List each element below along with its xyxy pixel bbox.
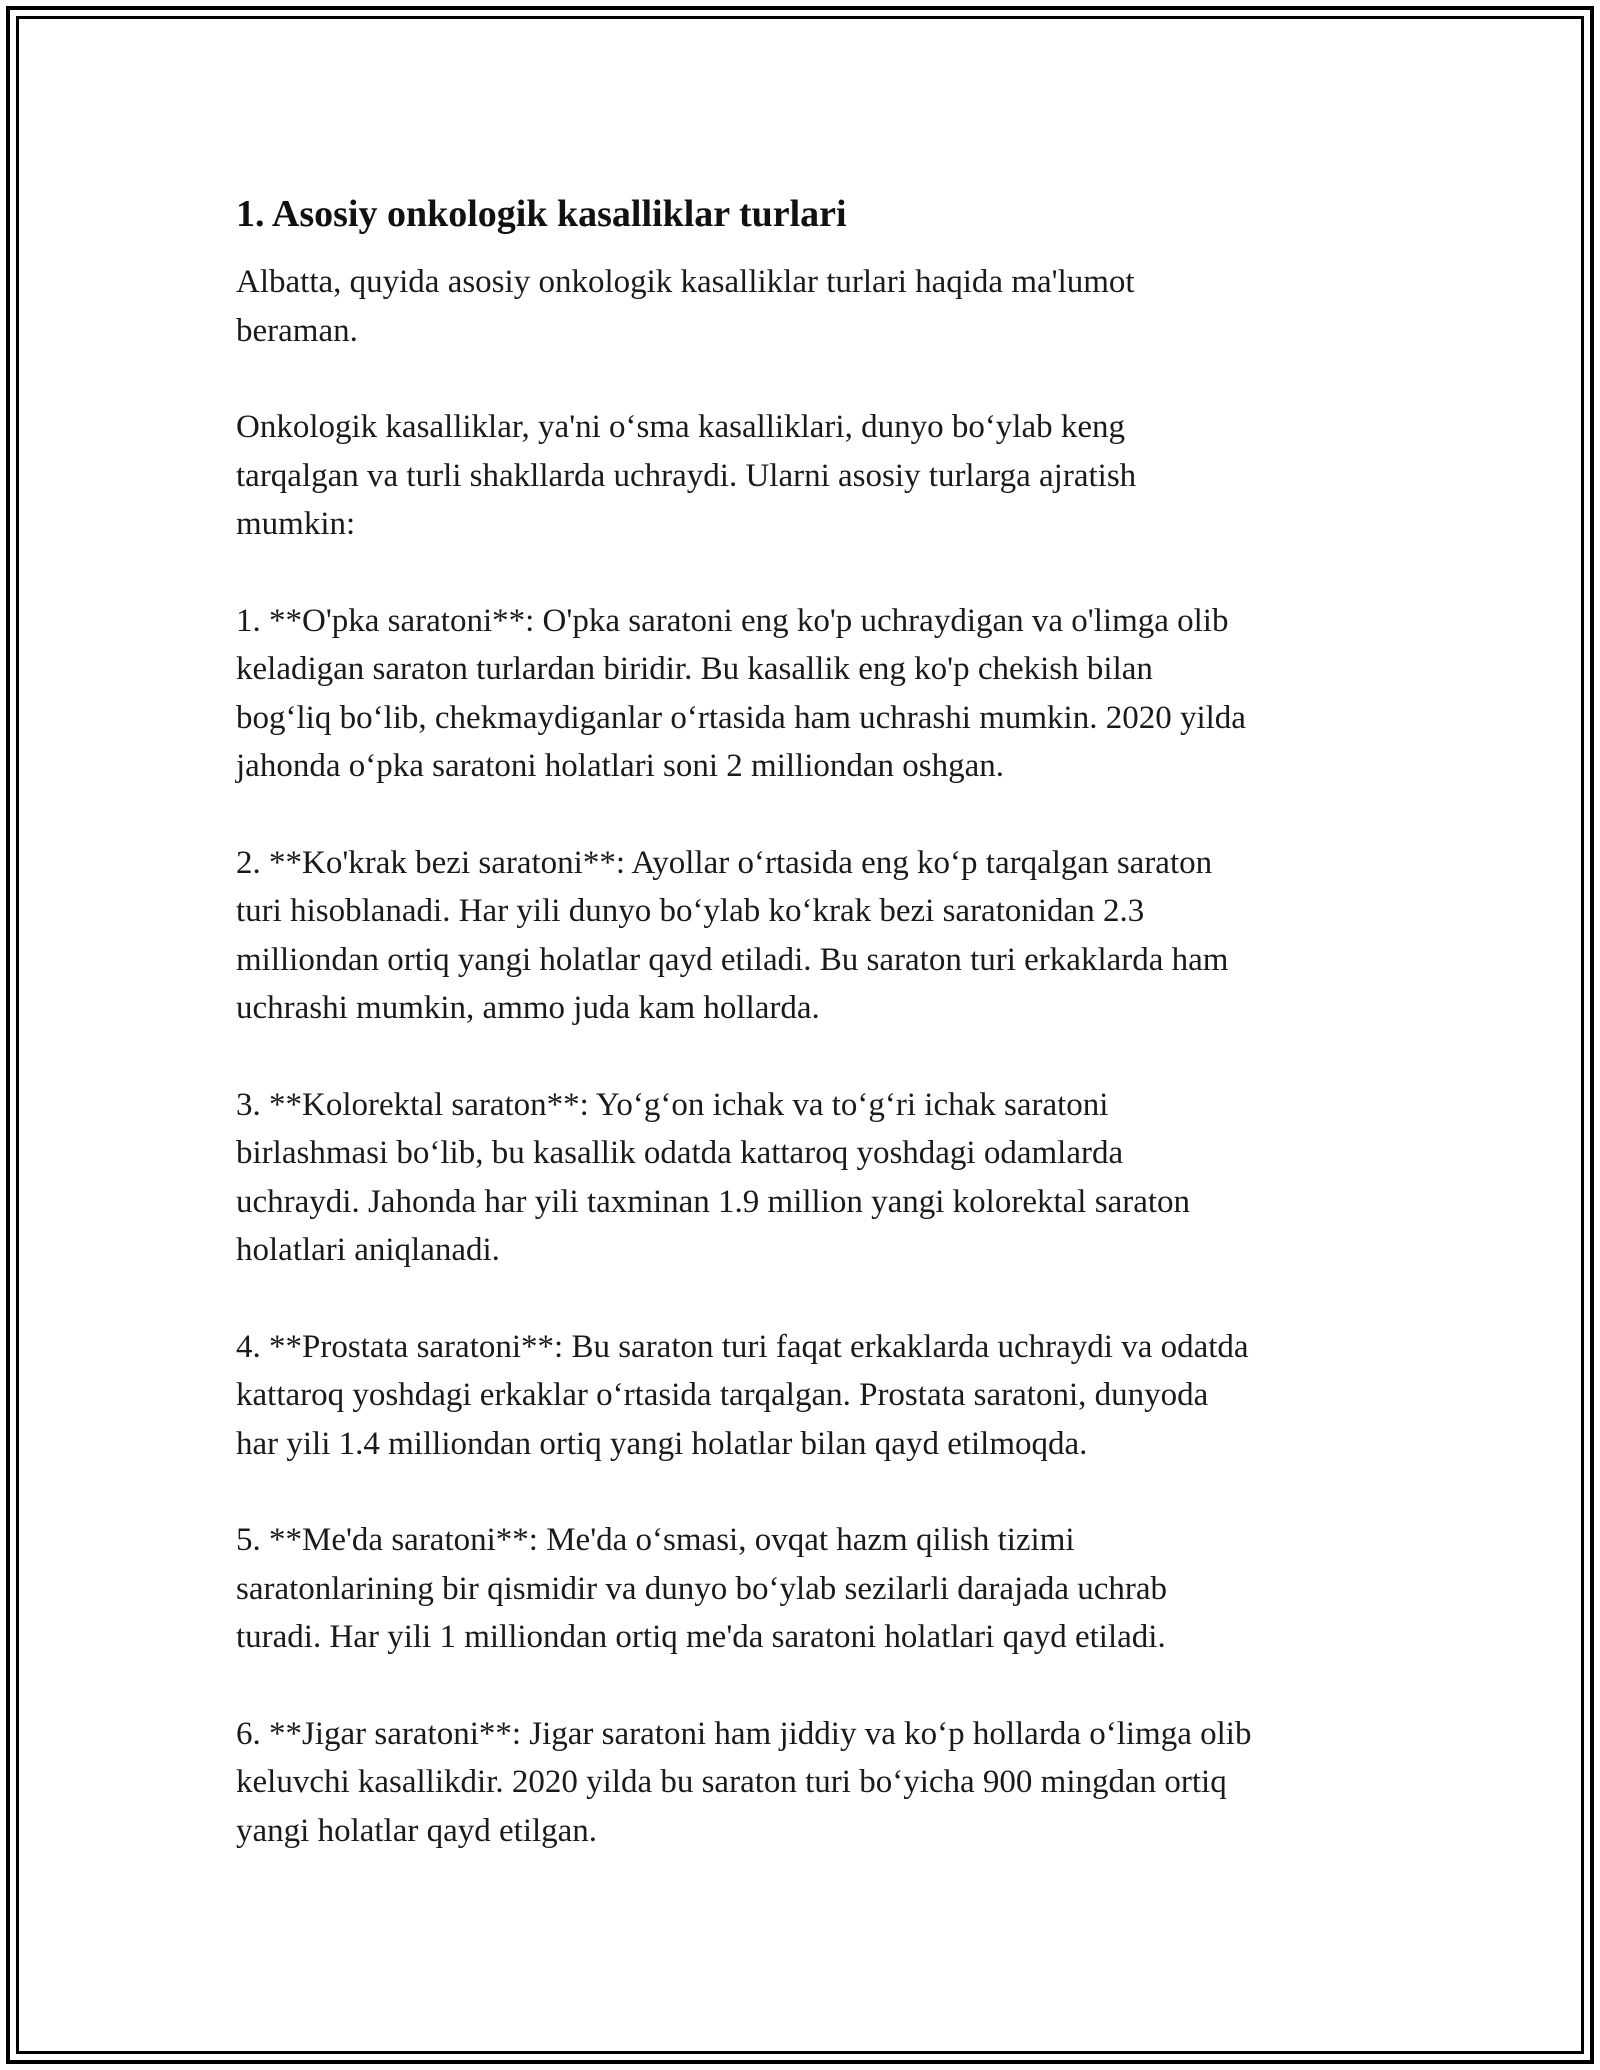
list-item-lung-cancer: 1. **O'pka saratoni**: O'pka saratoni eng ko'p uchraydigan va o'limga olib keladigan saraton turlardan biridir. Bu kasallik eng ko'p chekish bilan bog‘liq bo‘lib, chekmaydiganlar o‘rtasida ham uchrashi mumkin. 2020 yilda jahonda o‘pka saratoni holatlari soni 2 milliondan oshgan. [236, 602, 1246, 784]
overview-paragraph: Onkologik kasalliklar, ya'ni o‘sma kasalliklari, dunyo bo‘ylab keng tarqalgan va turli shakllarda uchraydi. Ularni asosiy turlarga ajratish mumkin: [236, 409, 1137, 542]
list-item-prostate-cancer: 4. **Prostata saratoni**: Bu saraton turi faqat erkaklarda uchraydi va odatda kattaroq yoshdagi erkaklar o‘rtasida tarqalgan. Prostata saratoni, dunyoda har yili 1.4 milliondan ortiq yangi holatlar bilan qayd etilmoqda. [236, 1328, 1249, 1462]
list-item-stomach-cancer: 5. **Me'da saratoni**: Me'da o‘smasi, ovqat hazm qilish tizimi saratonlarining bir qismidir va dunyo bo‘ylab sezilarli darajada uchrab turadi. Har yili 1 milliondan ortiq me'da saratoni holatlari qayd etiladi. [236, 1522, 1168, 1655]
list-item-breast-cancer: 2. **Ko'krak bezi saratoni**: Ayollar o‘rtasida eng ko‘p tarqalgan saraton turi hisoblanadi. Har yili dunyo bo‘ylab ko‘krak bezi saratonidan 2.3 milliondan ortiq yangi holatlar qayd etiladi. Bu saraton turi erkaklarda ham uchrashi mumkin, ammo juda kam hollarda. [236, 844, 1229, 1026]
intro-paragraph: Albatta, quyida asosiy onkologik kasalliklar turlari haqida ma'lumot beraman. [236, 264, 1135, 349]
document-body [236, 190, 1376, 1903]
list-item-liver-cancer: 6. **Jigar saratoni**: Jigar saratoni ham jiddiy va ko‘p hollarda o‘limga olib keluvchi kasallikdir. 2020 yilda bu saraton turi bo‘yicha 900 mingdan ortiq yangi holatlar qayd etilgan. [236, 1715, 1252, 1849]
document-heading: 1. Asosiy onkologik kasalliklar turlari [236, 193, 847, 235]
list-item-colorectal-cancer: 3. **Kolorektal saraton**: Yo‘g‘on ichak va to‘g‘ri ichak saratoni birlashmasi bo‘lib, bu kasallik odatda kattaroq yoshdagi odamlarda uchraydi. Jahonda har yili taxminan 1.9 million yangi kolorektal saraton holatlari aniqlanadi. [236, 1086, 1191, 1268]
